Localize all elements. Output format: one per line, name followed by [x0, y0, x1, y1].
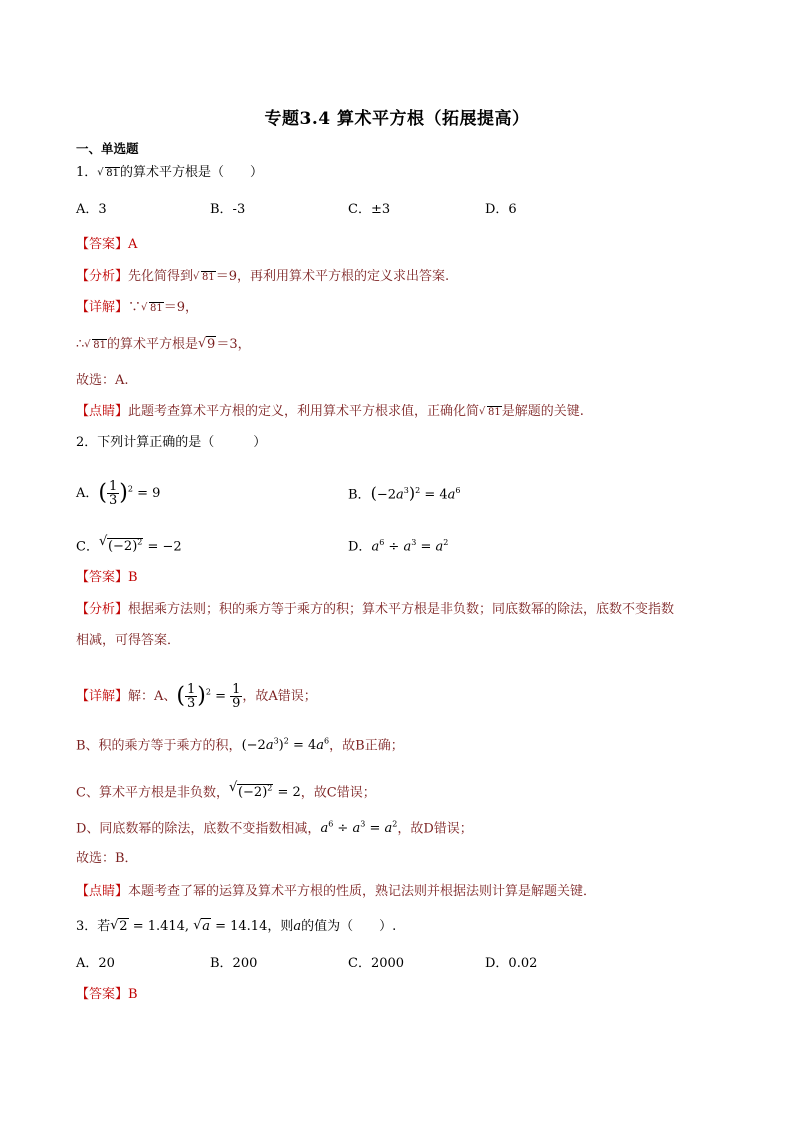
- q2-detail-a: 【详解】解：A、( $\frac{1}{3}$ )$^2$ = $\frac{1}{9}$ ，故A错误；: [76, 682, 317, 711]
- q3-option-b: B．200: [210, 956, 258, 971]
- section-heading: 一、单选题: [76, 141, 139, 156]
- q2-detail-d: D、同底数幂的除法，底数不变指数相减，$a^6 \div a^3 = a^2$，故D错误；: [76, 820, 473, 837]
- q2-comment: 【点睛】本题考查了幂的运算及算术平方根的性质，熟记法则并根据法则计算是解题关键．: [76, 884, 597, 899]
- q3-option-a: A．20: [76, 956, 115, 971]
- q1-detail-line2: ∴√ 81的算术平方根是√ 9＝3，: [76, 336, 251, 355]
- q1-option-d: D．6: [485, 202, 517, 217]
- q1-option-c: C．±3: [348, 202, 391, 217]
- q3-option-d: D．0.02: [485, 956, 538, 971]
- q2-detail-b: B、积的乘方等于乘方的积，$(-2a^3)^2 = 4a^6$，故B正确；: [76, 737, 404, 754]
- q2-option-b: B．$(-2a^3)^2 = 4a^6$: [348, 483, 461, 503]
- question-3-stem: 3．若√ 2 = 1.414, √ a = 14.14，则a的值为（ ）.: [76, 918, 396, 936]
- q3-answer: 【答案】B: [76, 987, 138, 1002]
- q1-analysis: 【分析】先化简得到√ 81＝9，再利用算术平方根的定义求出答案.: [76, 268, 449, 287]
- q2-option-a: A．( $\frac{1}{3}$ )$^2$ = 9: [76, 479, 161, 508]
- question-1-stem: 1．√ 81的算术平方根是（ ）: [76, 164, 263, 183]
- q1-comment: 【点睛】此题考查算术平方根的定义，利用算术平方根求值，正确化简√ 81是解题的关键.: [76, 403, 584, 422]
- q1-choose: 故选：A.: [76, 373, 129, 388]
- question-2-stem: 2．下列计算正确的是（ ）: [76, 435, 267, 450]
- q1-detail: 【详解】∵√ 81＝9，: [76, 299, 198, 318]
- q2-analysis: 【分析】根据乘方法则；积的乘方等于乘方的积；算术平方根是非负数；同底数幂的除法，底数不变指数: [76, 602, 675, 617]
- q2-answer: 【答案】B: [76, 570, 138, 585]
- q2-analysis-cont: 相减，可得答案．: [76, 633, 181, 648]
- q2-choose: 故选：B．: [76, 851, 138, 866]
- q1-option-b: B．-3: [210, 202, 246, 217]
- q2-option-c: C．√ $(-2)^2 = -2$: [76, 534, 182, 556]
- q2-option-d: D．$a^6 \div a^3 = a^2$: [348, 538, 449, 555]
- page-title: 专题3.4 算术平方根（拓展提高）: [264, 109, 530, 129]
- q1-answer: 【答案】A: [76, 237, 138, 252]
- radical-81: √ 81: [97, 165, 120, 183]
- q2-detail-c: C、算术平方根是非负数，√ $(-2)^2 = 2$，故C错误；: [76, 780, 376, 802]
- q1-option-a: A．3: [76, 202, 107, 217]
- q3-option-c: C．2000: [348, 956, 405, 971]
